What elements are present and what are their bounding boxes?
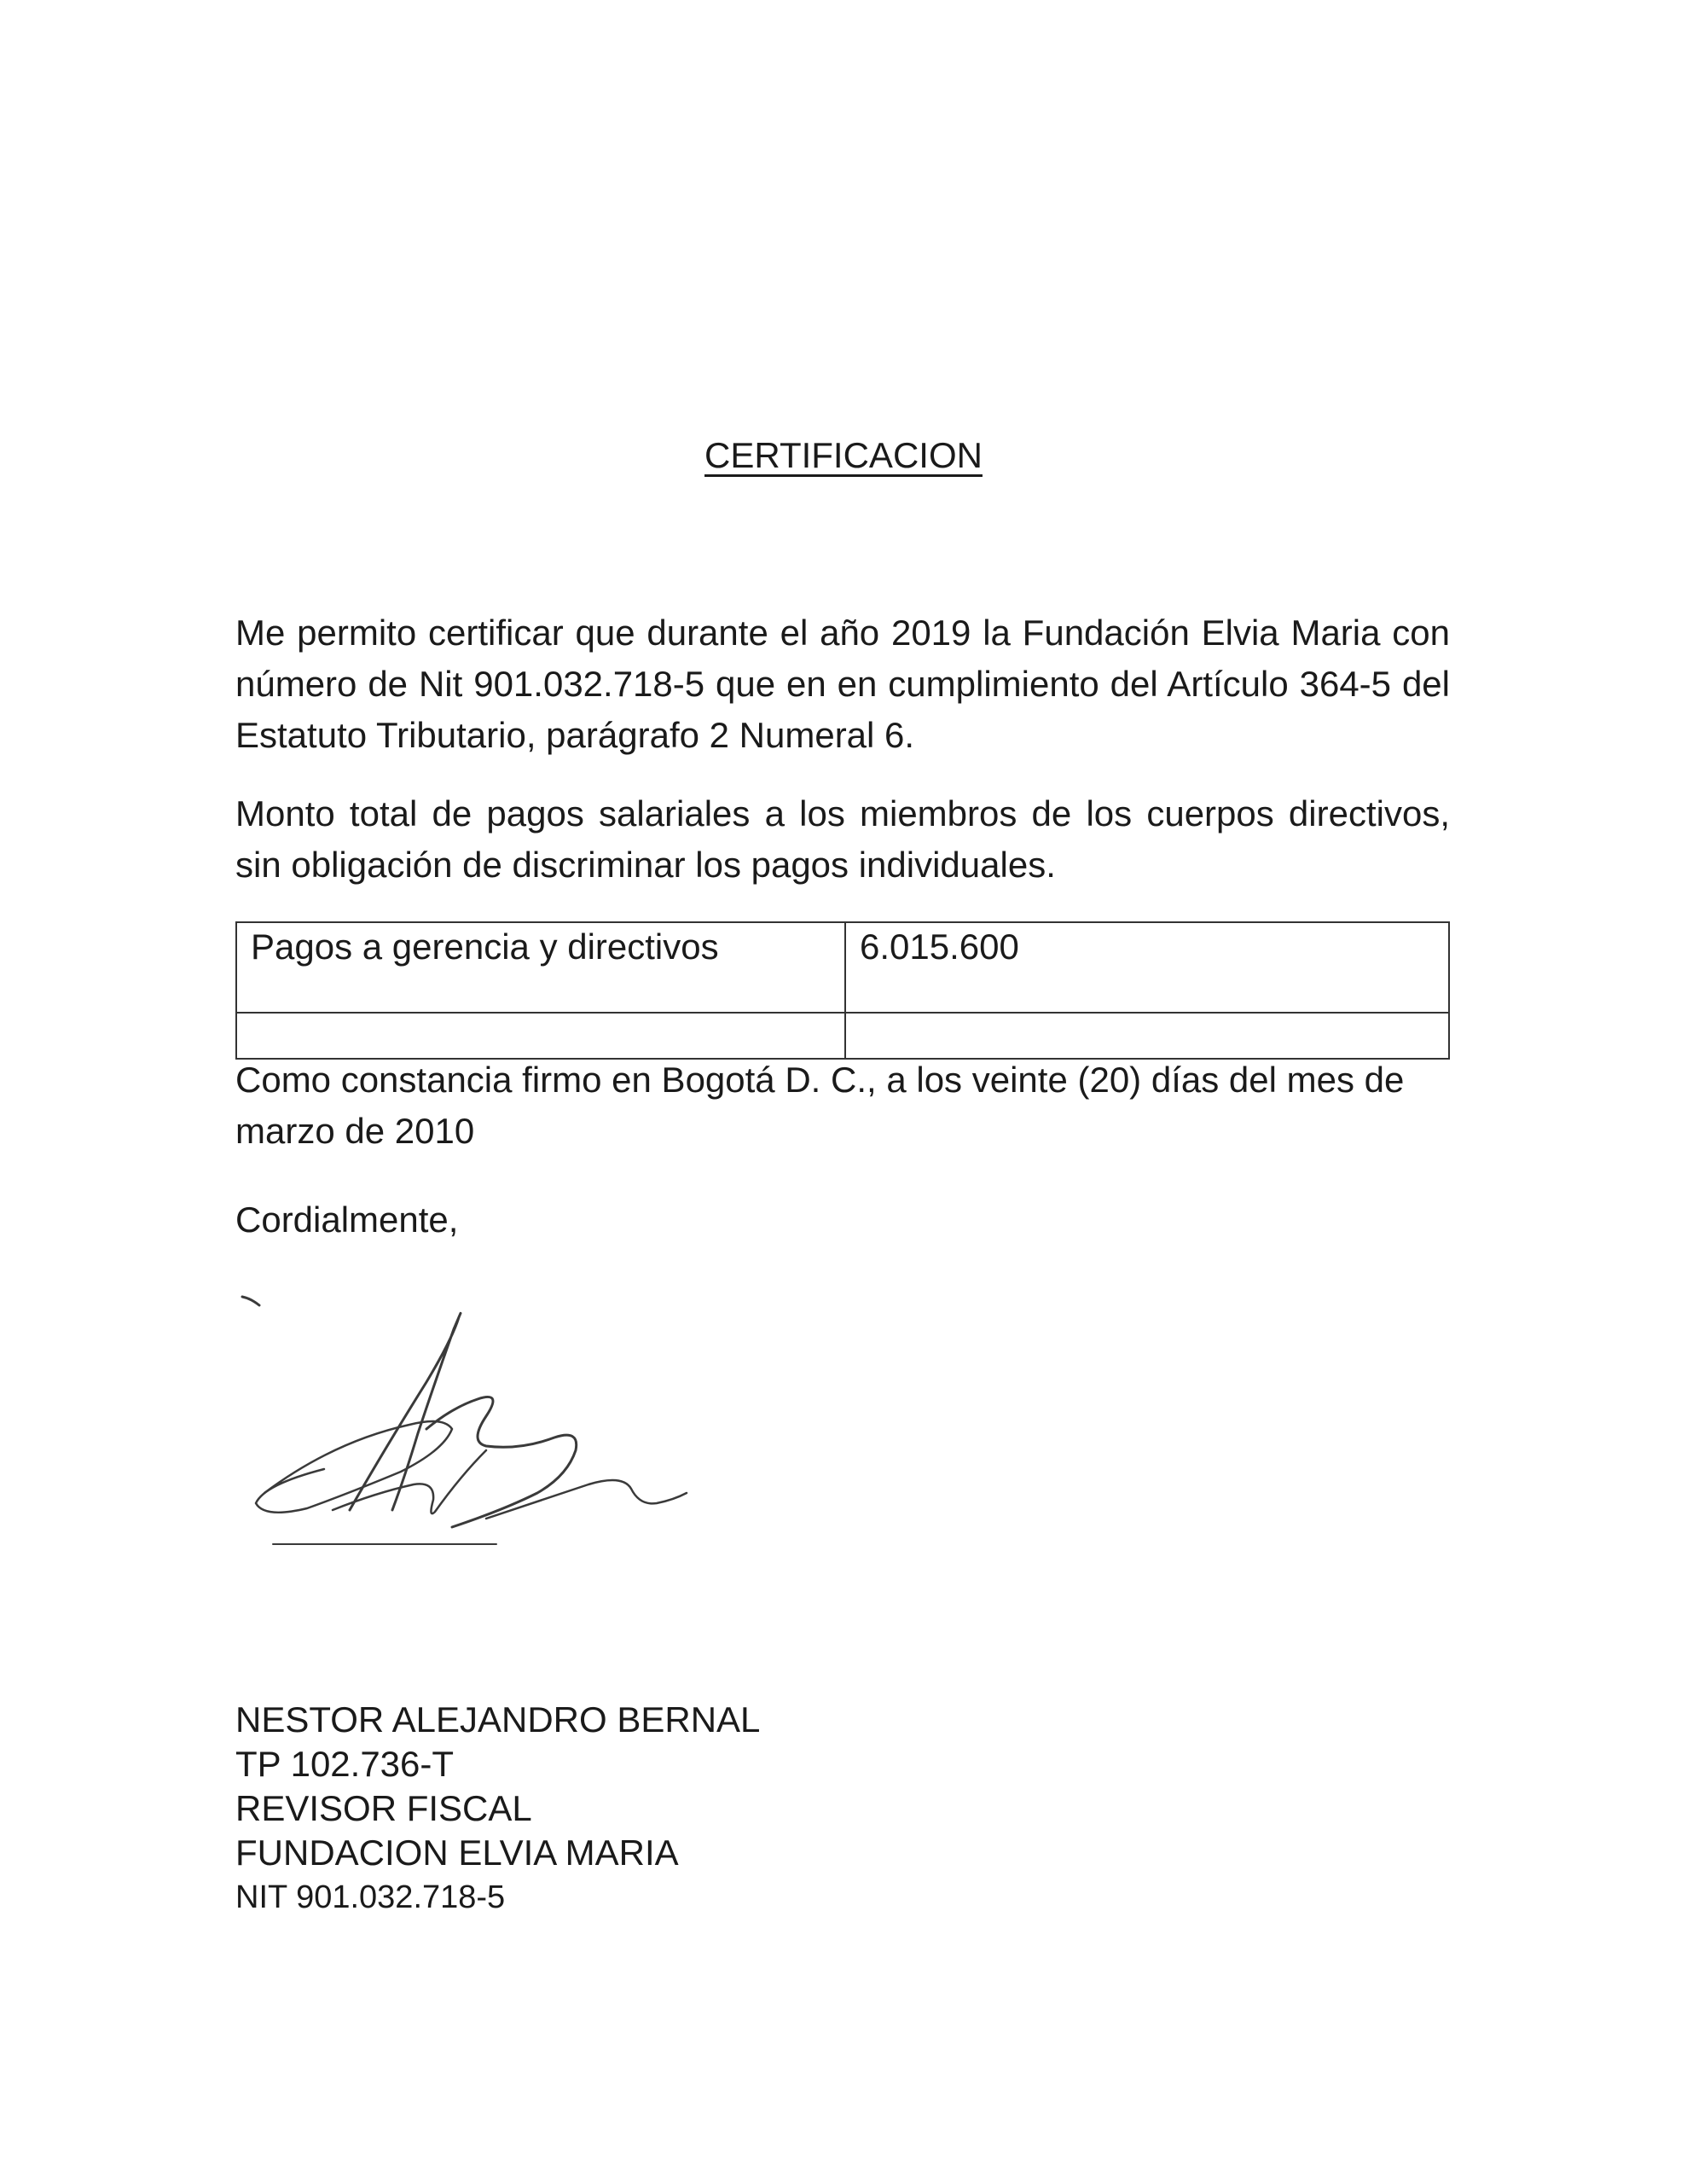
signer-name: NESTOR ALEJANDRO BERNAL <box>235 1699 761 1740</box>
signer-tp: TP 102.736-T <box>235 1744 455 1784</box>
signer-role: REVISOR FISCAL <box>235 1788 532 1828</box>
signer-block <box>235 1698 760 1920</box>
payments-table <box>235 921 1450 1060</box>
empty-label-cell <box>236 1013 845 1059</box>
handwritten-signature <box>230 1280 742 1561</box>
empty-value-cell <box>845 1013 1449 1059</box>
closing-text: Cordialmente, <box>235 1199 459 1240</box>
signer-organization: FUNDACION ELVIA MARIA <box>235 1833 679 1873</box>
table-row <box>236 922 1449 1013</box>
intro-paragraph: Me permito certificar que durante el año 2019 la Fundación Elvia Maria con número de Nit 901.032.718-5 que en en cumplimiento del Artículo 364-5 del Estatuto Tributario, parágrafo 2 Numeral 6. <box>235 613 1450 755</box>
document-title: CERTIFICACION <box>704 435 983 475</box>
table-row <box>236 1013 1449 1059</box>
signer-nit: NIT 901.032.718-5 <box>235 1879 506 1915</box>
payment-value-cell: 6.015.600 <box>845 922 1449 1013</box>
payment-label-cell: Pagos a gerencia y directivos <box>236 922 845 1013</box>
monto-paragraph: Monto total de pagos salariales a los miembros de los cuerpos directivos, sin obligación de discriminar los pagos individuales. <box>235 793 1450 885</box>
constancia-paragraph: Como constancia firmo en Bogotá D. C., a los veinte (20) días del mes de marzo de 2010 <box>235 1060 1405 1151</box>
